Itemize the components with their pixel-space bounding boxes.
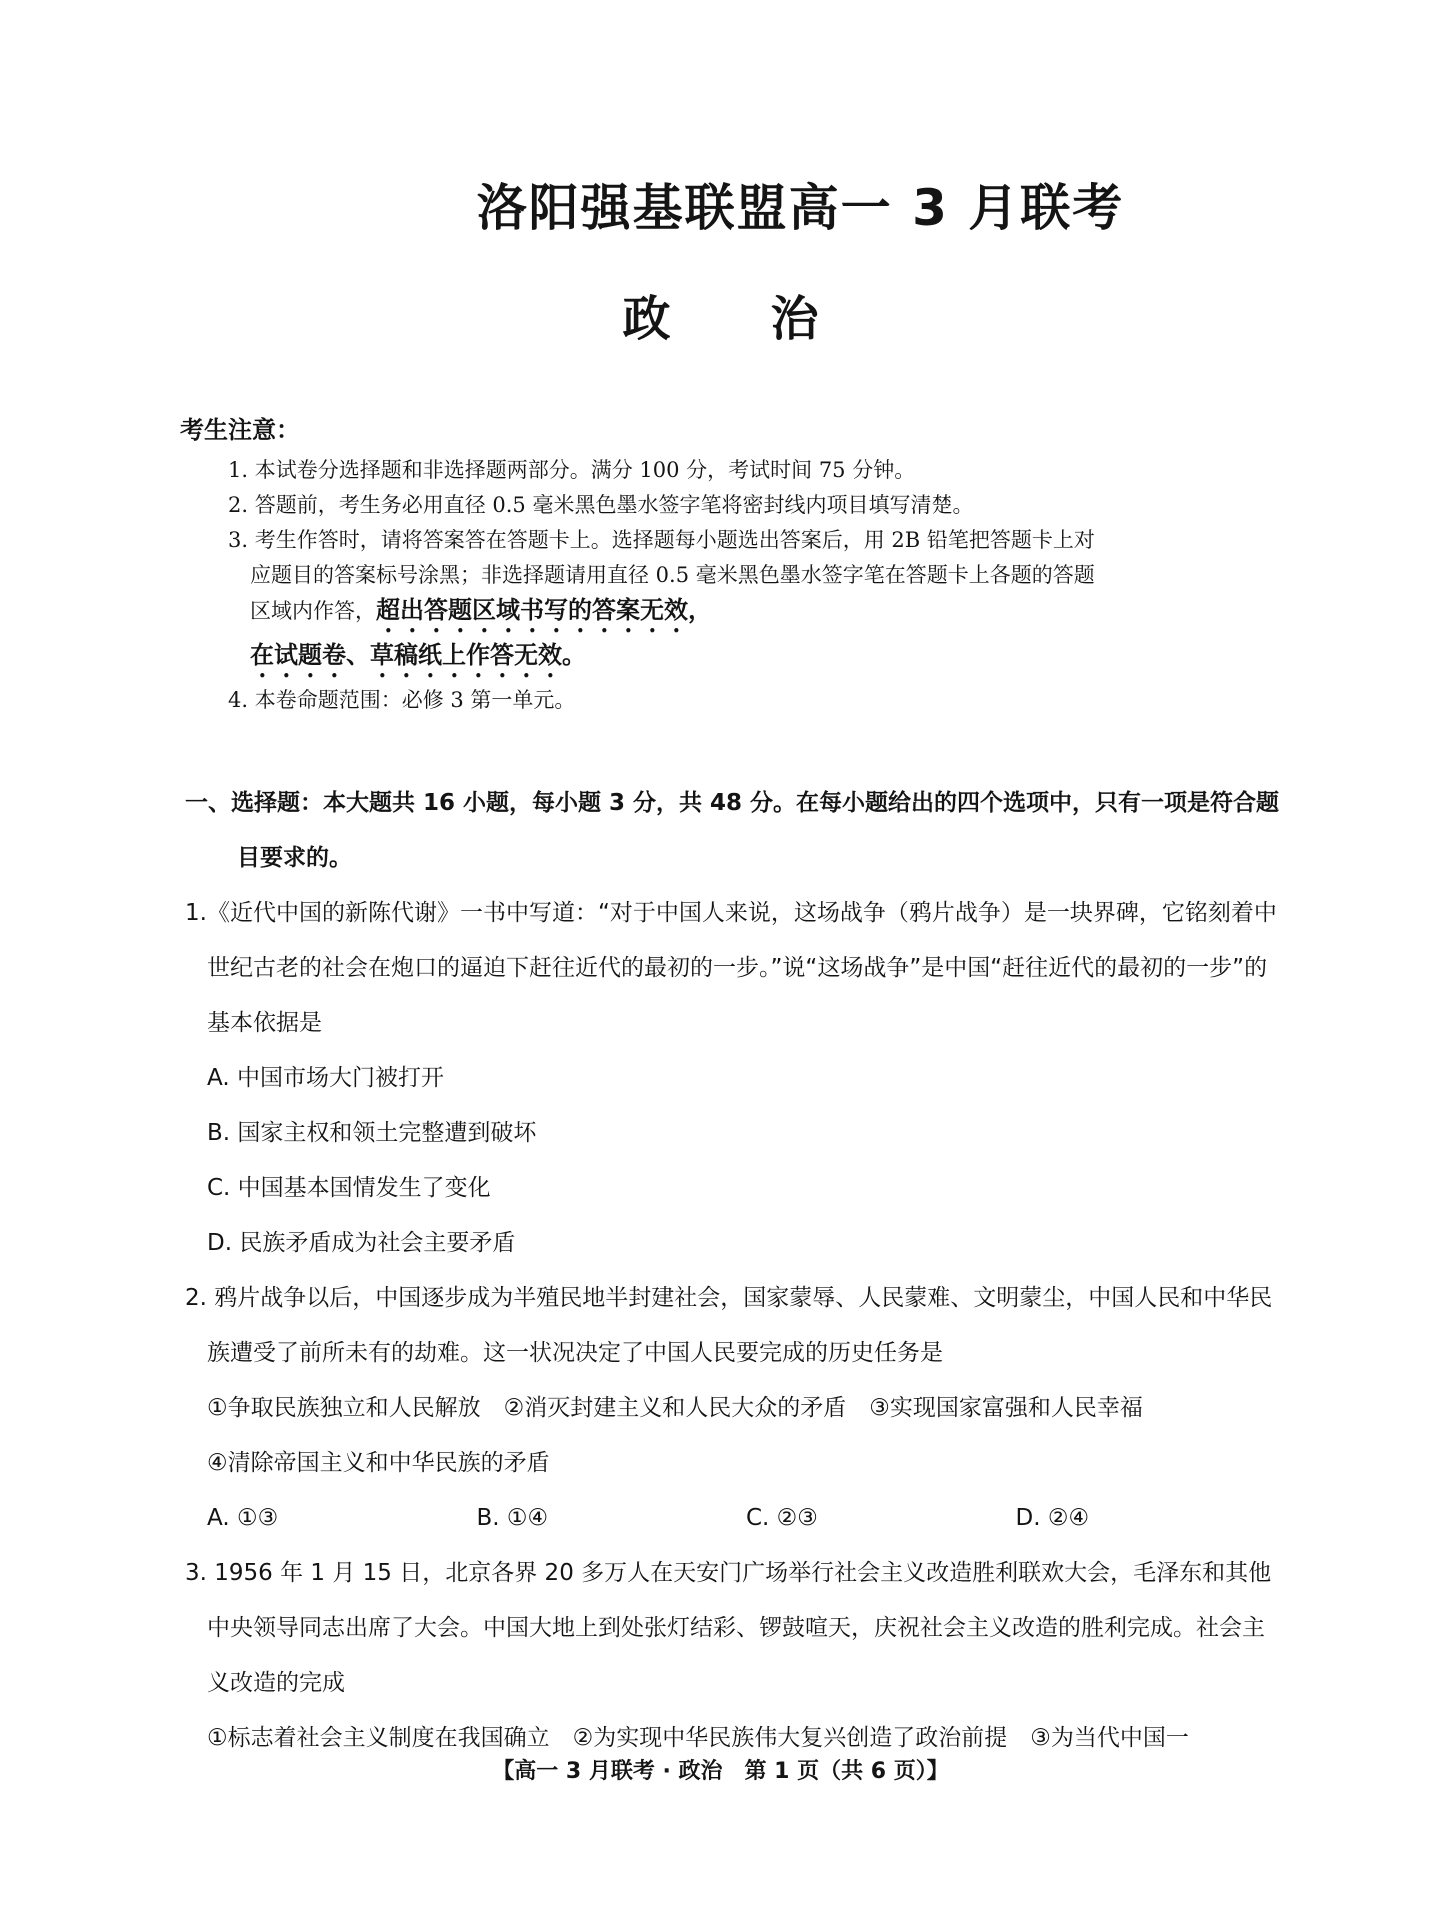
question-1-option-b: B. 国家主权和领土完整遭到破坏 (207, 1120, 537, 1146)
question-2-option-d: D. ②④ (1015, 1505, 1090, 1531)
question-2-options (185, 1491, 1285, 1546)
exam-title: 洛阳强基联盟高一 3 月联考 (476, 179, 1125, 237)
notice-list (180, 453, 1100, 718)
question-1-option-a: A. 中国市场大门被打开 (207, 1065, 444, 1091)
question-1-option-c: C. 中国基本国情发生了变化 (207, 1175, 491, 1201)
notice-item-3-text: 3. 考生作答时，请将答案答在答题卡上。选择题每小题选出答案后，用 2B 铅笔把答题卡上对应题目的答案标号涂黑；非选择题请用直径 0.5 毫米黑色墨水签字笔在答题卡上各题的答题区域内作答， (228, 528, 1095, 623)
question-3-statement-3: ③为当代中国一 (1030, 1725, 1189, 1751)
notice-heading: 考生注意： (180, 416, 300, 444)
question-2-stem: 2. 鸦片战争以后，中国逐步成为半殖民地半封建社会，国家蒙辱、人民蒙难、文明蒙尘，中国人民和中华民族遭受了前所未有的劫难。这一状况决定了中国人民要完成的历史任务是 (185, 1285, 1273, 1366)
notice-item-1: 1. 本试卷分选择题和非选择题两部分。满分 100 分，考试时间 75 分钟。 (228, 458, 916, 482)
notice-emphasis-1: 超出答题区域书写的答案无效， (376, 596, 712, 624)
questions-area (185, 776, 1285, 1766)
question-2-option-c: C. ②③ (746, 1505, 818, 1531)
subject-char-2: 治 (770, 291, 819, 347)
page-footer: 【高一 3 月联考 · 政治 第 1 页（共 6 页）】 (492, 1759, 949, 1784)
section-heading: 一、选择题：本大题共 16 小题，每小题 3 分，共 48 分。在每小题给出的四个选项中，只有一项是符合题目要求的。 (185, 790, 1280, 871)
question-2-statement-2: ②消灭封建主义和人民大众的矛盾 (503, 1395, 847, 1421)
question-3-stem: 3. 1956 年 1 月 15 日，北京各界 20 多万人在天安门广场举行社会主义改造胜利联欢大会，毛泽东和其他中央领导同志出席了大会。中国大地上到处张灯结彩、锣鼓喧天，庆祝社会主义改造的胜利完成。社会主义改造的完成 (185, 1560, 1272, 1696)
question-2-statement-1: ①争取民族独立和人民解放 (207, 1395, 481, 1421)
subject-title (0, 280, 1441, 349)
question-2-option-a: A. ①③ (207, 1505, 279, 1531)
question-1-stem: 1.《近代中国的新陈代谢》一书中写道：“对于中国人来说，这场战争（鸦片战争）是一块界碑，它铭刻着中世纪古老的社会在炮口的逼迫下赶往近代的最初的一步。”说“这场战争”是中国“赶往近代的最初的一步”的基本依据是 (185, 900, 1277, 1036)
question-2-statement-4: ④清除帝国主义和中华民族的矛盾 (207, 1450, 550, 1476)
question-2-statement-3: ③实现国家富强和人民幸福 (869, 1395, 1143, 1421)
notice-item-2: 2. 答题前，考生务必用直径 0.5 毫米黑色墨水签字笔将密封线内项目填写清楚。 (228, 493, 974, 517)
notice-item-3 (228, 523, 1100, 683)
notice-item-4: 4. 本卷命题范围：必修 3 第一单元。 (228, 688, 576, 712)
question-3-statement-1: ①标志着社会主义制度在我国确立 (207, 1725, 550, 1751)
exam-notice (180, 410, 1100, 718)
question-1-option-d: D. 民族矛盾成为社会主要矛盾 (207, 1230, 516, 1256)
subject-char-1: 政 (622, 291, 671, 347)
notice-emphasis-2: 在试题卷、草稿纸上作答无效。 (250, 641, 586, 669)
question-2-option-b: B. ①④ (476, 1505, 549, 1531)
question-2-statements (185, 1381, 1285, 1436)
question-3-statement-2: ②为实现中华民族伟大复兴创造了政治前提 (572, 1725, 1008, 1751)
